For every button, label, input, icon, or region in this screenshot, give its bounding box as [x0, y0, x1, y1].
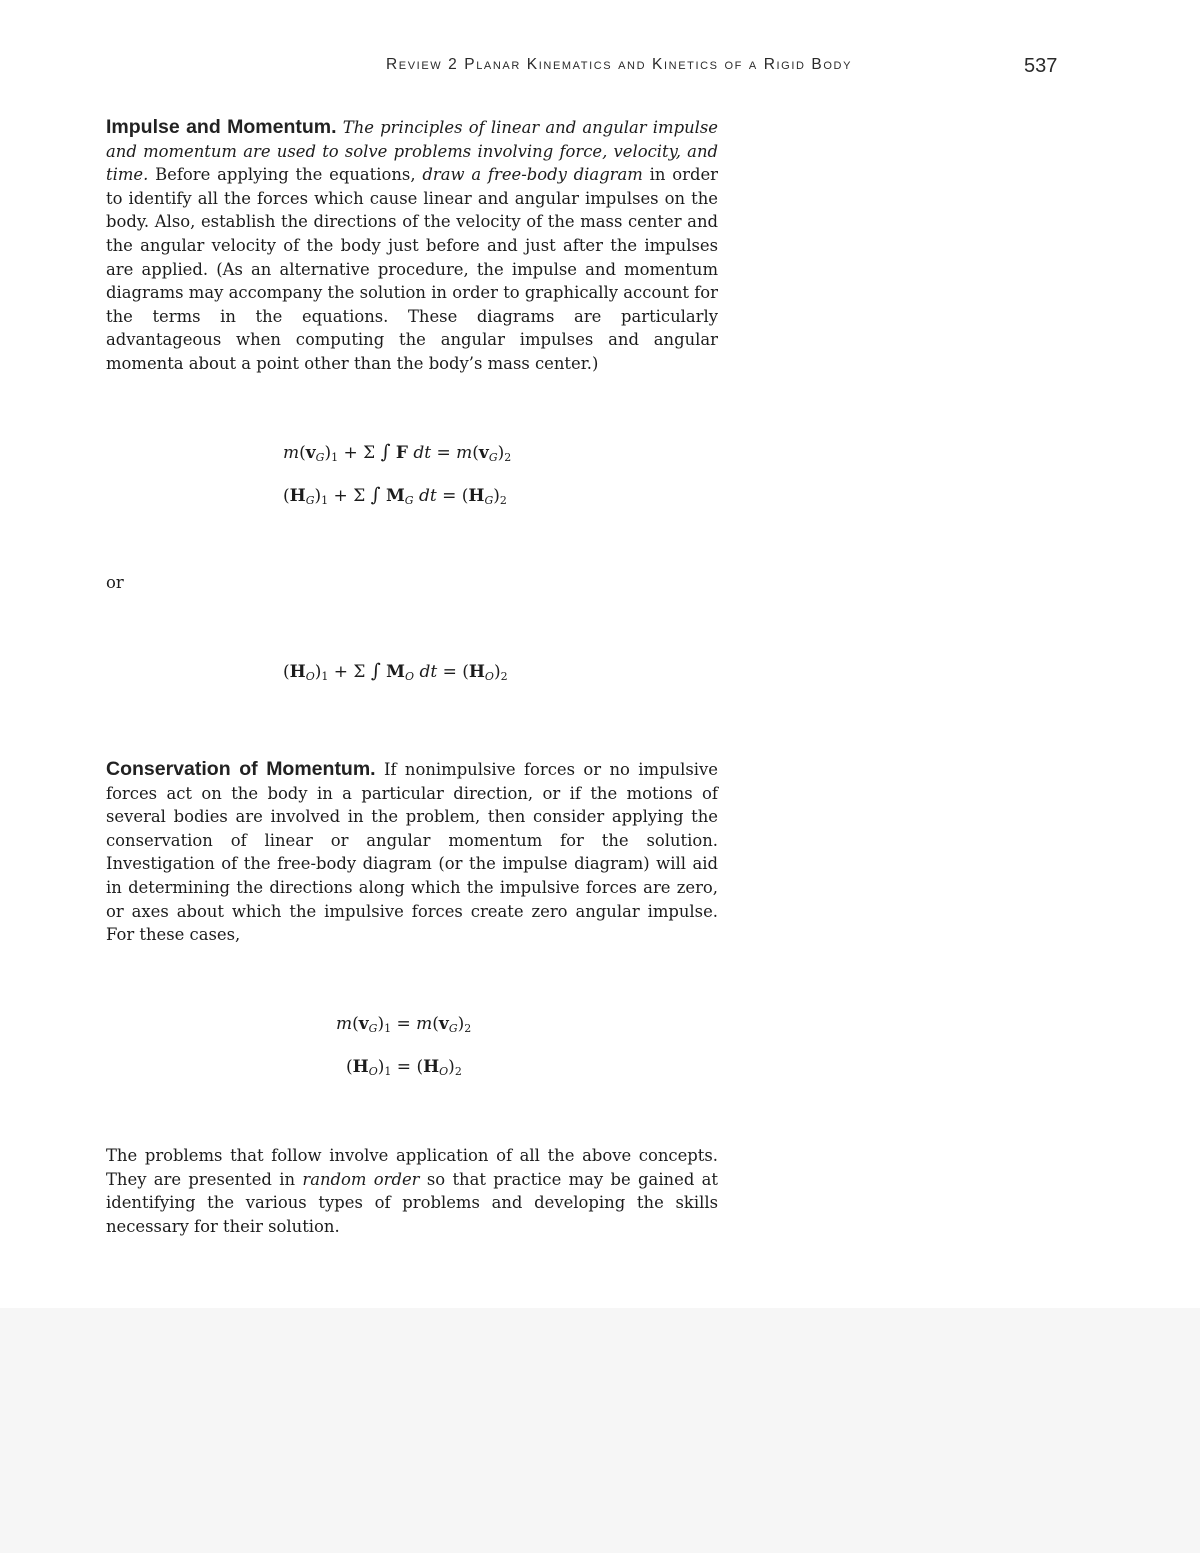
page-margin-bottom [0, 1308, 1200, 1553]
section-heading-impulse: Impulse and Momentum. [106, 116, 337, 138]
closing-paragraph [106, 1144, 718, 1238]
impulse-text-b: in order to identify all the forces which cause linear and angular impulses on the body. Also, establish the directions of the velocity of the mass center and the angular velocity of the body just before and just after the impulses are applied. (As an alternative procedure, the impulse and momentum diagrams may accompany the solution in order to graphically account for the terms in the equations. These diagrams are particularly advantageous when computing the angular impulses and angular momenta about a point other than the body’s mass center.) [106, 165, 719, 373]
impulse-emphasis: draw a free-body diagram [422, 165, 643, 185]
equation-conservation-angular: $(H_O)_1 = (H_O)_2$ [346, 1057, 462, 1078]
closing-emphasis: random order [302, 1169, 420, 1189]
equation-angular-impulse-momentum-g: $(H_G)_1 + \Sigma$ ∫ $M_G$ dt = $(H_G)_2$ [283, 484, 507, 507]
page-number: 537 [1024, 55, 1058, 77]
closing-text-b: so that practice may be gained at identifying the various types of problems and developing the skills necessary for their solution. [106, 1169, 718, 1236]
equation-angular-impulse-momentum-o: $(H_O)_1 + \Sigma$ ∫ $M_O$ dt = $(H_O)_2$ [283, 660, 508, 683]
impulse-intro: The principles of linear and angular impulse and momentum are used to solve problems involving force, velocity, and time. [106, 118, 718, 185]
or-text: or [106, 573, 124, 592]
conservation-paragraph [106, 758, 718, 947]
section-heading-conservation: Conservation of Momentum. [106, 758, 376, 780]
conservation-body: If nonimpulsive forces or no impulsive forces act on the body in a particular direction, or if the motions of several bodies are involved in the problem, then consider applying the conservation of linear or angular momentum for the solution. Investigation of the free-body diagram (or the impulse diagram) will aid in determining the directions along which the impulsive forces are zero, or axes about which the impulsive forces create zero angular impulse. For these cases, [106, 760, 718, 945]
closing-text-a: The problems that follow involve application of all the above concepts. They are presented in [106, 1146, 718, 1189]
impulse-text-a: Before applying the equations, [155, 165, 416, 185]
equation-conservation-linear: $m(v_G)_1 = m(v_G)_2$ [336, 1014, 472, 1035]
equation-linear-impulse-momentum: $m(v_G)_1 + \Sigma$ ∫ F dt = $m(v_G)_2$ [283, 441, 512, 464]
impulse-momentum-paragraph [106, 116, 718, 376]
running-head: Review 2 Planar Kinematics and Kinetics of a Rigid Body [386, 56, 853, 73]
